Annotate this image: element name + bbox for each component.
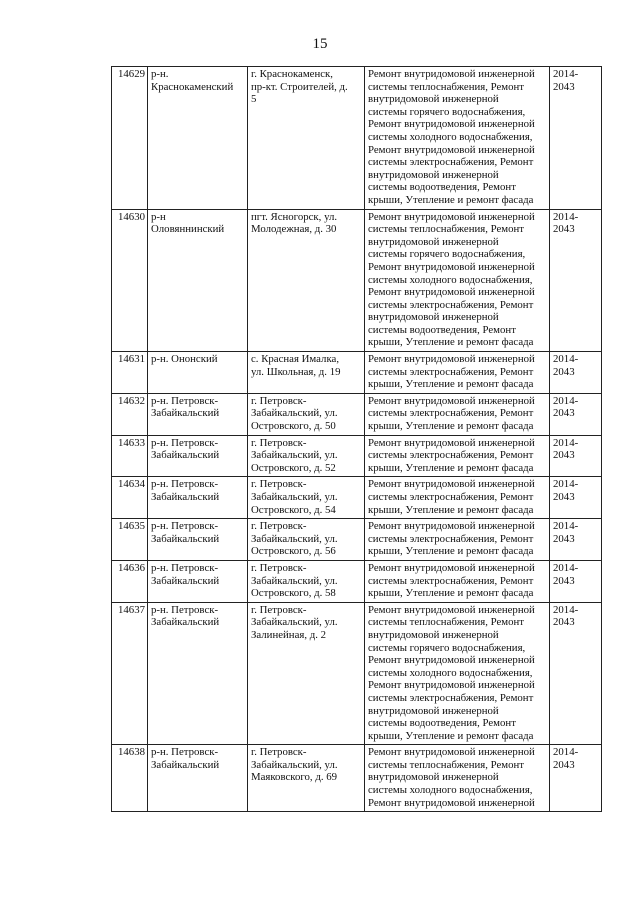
works-cell-line: Ремонт внутридомовой инженерной [368, 603, 535, 616]
district-cell [148, 352, 248, 394]
address-cell-line: Островского, д. 52 [251, 461, 336, 474]
district-cell-line: р-н [151, 210, 166, 223]
period-cell [550, 560, 602, 602]
period-cell-line: 2043 [553, 365, 575, 378]
address-cell [248, 209, 365, 352]
address-cell-line: г. Петровск- [251, 603, 307, 616]
works-cell-line: системы электроснабжения, Ремонт [368, 449, 534, 462]
works-cell [365, 352, 550, 394]
table-row [112, 745, 602, 812]
district-cell-line: Забайкальский [151, 574, 220, 587]
works-cell-line: системы горячего водоснабжения, [368, 105, 526, 118]
district-cell-line: р-н. [151, 68, 169, 80]
table-row [112, 519, 602, 561]
period-cell-line: 2014- [553, 520, 579, 533]
works-cell-line: внутридомовой инженерной [368, 93, 499, 106]
works-cell-line: системы теплоснабжения, Ремонт [368, 223, 525, 236]
period-cell [550, 67, 602, 210]
address-cell-line: г. Краснокаменск, [251, 68, 333, 80]
district-cell [148, 560, 248, 602]
district-cell-line: р-н. Петровск- [151, 436, 219, 449]
address-cell-line: с. Красная Ималка, [251, 353, 340, 366]
works-cell-line: системы теплоснабжения, Ремонт [368, 758, 525, 771]
address-cell-line: Островского, д. 58 [251, 587, 336, 600]
record-number: 14633 [112, 435, 148, 477]
address-cell-line: пр-кт. Строителей, д. [251, 80, 348, 93]
address-cell [248, 393, 365, 435]
address-cell-line: г. Петровск- [251, 436, 307, 449]
period-cell-line: 2014- [553, 210, 579, 223]
district-cell [148, 393, 248, 435]
district-cell-line: Оловяннинский [151, 223, 225, 236]
works-cell-line: Ремонт внутридомовой инженерной [368, 353, 535, 366]
table-row [112, 209, 602, 352]
works-cell-line: внутридомовой инженерной [368, 235, 499, 248]
period-cell [550, 745, 602, 812]
works-cell-line: Ремонт внутридомовой инженерной [368, 394, 535, 407]
address-cell-line: г. Петровск- [251, 478, 307, 491]
record-number: 14638 [112, 745, 148, 812]
address-cell-line: ул. Школьная, д. 19 [251, 365, 341, 378]
works-cell [365, 435, 550, 477]
works-cell-line: Ремонт внутридомовой инженерной [368, 210, 535, 223]
address-cell-line: Залинейная, д. 2 [251, 628, 327, 641]
period-cell-line: 2014- [553, 746, 579, 759]
period-cell-line: 2043 [553, 449, 575, 462]
address-cell [248, 602, 365, 745]
period-cell [550, 602, 602, 745]
district-cell [148, 477, 248, 519]
district-cell-line: Забайкальский [151, 532, 220, 545]
period-cell-line: 2014- [553, 68, 579, 80]
address-cell-line: Забайкальский, ул. [251, 758, 338, 771]
works-cell-line: системы водоотведения, Ремонт [368, 181, 516, 194]
table-row [112, 393, 602, 435]
period-cell-line: 2014- [553, 603, 579, 616]
address-cell-line: г. Петровск- [251, 561, 307, 574]
works-cell [365, 602, 550, 745]
address-cell-line: Забайкальский, ул. [251, 449, 338, 462]
works-cell-line: системы холодного водоснабжения, [368, 273, 533, 286]
works-cell-line: Ремонт внутридомовой инженерной [368, 561, 535, 574]
address-cell [248, 67, 365, 210]
district-cell-line: р-н. Петровск- [151, 561, 219, 574]
works-cell-line: крыши, Утепление и ремонт фасада [368, 420, 534, 433]
district-cell-line: Забайкальский [151, 449, 220, 462]
district-cell-line: Забайкальский [151, 491, 220, 503]
address-cell-line: Островского, д. 56 [251, 545, 336, 558]
period-cell-line: 2043 [553, 407, 575, 420]
works-cell-line: крыши, Утепление и ремонт фасада [368, 461, 534, 474]
works-cell-line: системы водоотведения, Ремонт [368, 717, 516, 730]
works-cell-line: Ремонт внутридомовой инженерной [368, 679, 535, 692]
period-cell [550, 519, 602, 561]
table-row [112, 352, 602, 394]
period-cell-line: 2014- [553, 436, 579, 449]
works-cell-line: Ремонт внутридомовой инженерной [368, 143, 535, 156]
works-cell-line: крыши, Утепление и ремонт фасада [368, 378, 534, 391]
works-cell-line: Ремонт внутридомовой инженерной [368, 654, 535, 667]
works-cell-line: крыши, Утепление и ремонт фасада [368, 336, 534, 349]
period-cell-line: 2043 [553, 532, 575, 545]
address-cell-line: Забайкальский, ул. [251, 491, 338, 503]
address-cell [248, 477, 365, 519]
works-cell [365, 560, 550, 602]
period-cell-line: 2043 [553, 758, 575, 771]
period-cell-line: 2043 [553, 223, 575, 236]
works-cell-line: системы теплоснабжения, Ремонт [368, 616, 525, 629]
works-cell-line: системы холодного водоснабжения, [368, 130, 533, 143]
works-cell-line: внутридомовой инженерной [368, 771, 499, 784]
district-cell [148, 519, 248, 561]
works-cell-line: Ремонт внутридомовой инженерной [368, 796, 535, 809]
record-number: 14635 [112, 519, 148, 561]
address-cell-line: Островского, д. 50 [251, 420, 336, 433]
works-cell-line: крыши, Утепление и ремонт фасада [368, 729, 534, 742]
works-cell-line: внутридомовой инженерной [368, 704, 499, 717]
page-number: 15 [312, 36, 328, 52]
period-cell-line: 2014- [553, 561, 579, 574]
address-cell-line: Забайкальский, ул. [251, 532, 338, 545]
works-cell-line: Ремонт внутридомовой инженерной [368, 520, 535, 533]
record-number: 14629 [112, 67, 148, 210]
table-row [112, 560, 602, 602]
works-cell-line: системы холодного водоснабжения, [368, 784, 533, 797]
period-cell-line: 2043 [553, 574, 575, 587]
district-cell-line: Забайкальский [151, 407, 220, 420]
district-cell-line: Забайкальский [151, 758, 220, 771]
works-cell-line: Ремонт внутридомовой инженерной [368, 746, 535, 759]
record-number: 14630 [112, 209, 148, 352]
district-cell [148, 602, 248, 745]
address-cell [248, 745, 365, 812]
period-cell-line: 2043 [553, 80, 575, 93]
works-cell-line: системы электроснабжения, Ремонт [368, 574, 534, 587]
works-cell-line: крыши, Утепление и ремонт фасада [368, 503, 534, 516]
works-cell-line: системы горячего водоснабжения, [368, 248, 526, 261]
record-number: 14632 [112, 393, 148, 435]
works-cell-line: системы горячего водоснабжения, [368, 641, 526, 654]
works-cell [365, 209, 550, 352]
address-cell-line: 5 [251, 93, 257, 106]
works-cell-line: системы электроснабжения, Ремонт [368, 407, 534, 420]
record-number: 14637 [112, 602, 148, 745]
district-cell-line: Краснокаменский [151, 80, 234, 93]
district-cell-line: р-н. Ононский [151, 353, 218, 366]
table-row [112, 67, 602, 210]
works-cell-line: Ремонт внутридомовой инженерной [368, 478, 535, 491]
period-cell [550, 477, 602, 519]
works-cell-line: системы электроснабжения, Ремонт [368, 532, 534, 545]
works-cell-line: системы водоотведения, Ремонт [368, 323, 516, 336]
works-cell-line: Ремонт внутридомовой инженерной [368, 68, 535, 80]
works-cell-line: Ремонт внутридомовой инженерной [368, 286, 535, 299]
district-cell [148, 209, 248, 352]
address-cell-line: пгт. Ясногорск, ул. [251, 210, 338, 223]
address-cell [248, 519, 365, 561]
period-cell-line: 2043 [553, 491, 575, 503]
works-cell-line: системы электроснабжения, Ремонт [368, 365, 534, 378]
works-cell [365, 67, 550, 210]
district-cell-line: р-н. Петровск- [151, 520, 219, 533]
works-cell [365, 745, 550, 812]
works-cell-line: Ремонт внутридомовой инженерной [368, 118, 535, 131]
period-cell-line: 2014- [553, 478, 579, 491]
works-cell-line: системы электроснабжения, Ремонт [368, 491, 534, 503]
table-row [112, 435, 602, 477]
works-cell-line: системы теплоснабжения, Ремонт [368, 80, 525, 93]
period-cell [550, 352, 602, 394]
district-cell-line: р-н. Петровск- [151, 478, 219, 491]
record-number: 14636 [112, 560, 148, 602]
works-cell-line: Ремонт внутридомовой инженерной [368, 436, 535, 449]
works-cell-line: внутридомовой инженерной [368, 628, 499, 641]
works-cell-line: системы холодного водоснабжения, [368, 666, 533, 679]
table-row [112, 477, 602, 519]
period-cell-line: 2014- [553, 353, 579, 366]
period-cell [550, 393, 602, 435]
address-cell-line: Забайкальский, ул. [251, 616, 338, 629]
period-cell-line: 2043 [553, 616, 575, 629]
registry-table-body [112, 67, 602, 812]
record-number: 14631 [112, 352, 148, 394]
address-cell-line: Забайкальский, ул. [251, 407, 338, 420]
address-cell-line: Островского, д. 54 [251, 503, 336, 516]
address-cell-line: Забайкальский, ул. [251, 574, 338, 587]
works-cell-line: внутридомовой инженерной [368, 168, 499, 181]
district-cell [148, 745, 248, 812]
works-cell [365, 393, 550, 435]
works-cell-line: крыши, Утепление и ремонт фасада [368, 587, 534, 600]
record-number: 14634 [112, 477, 148, 519]
works-cell [365, 519, 550, 561]
works-cell-line: Ремонт внутридомовой инженерной [368, 260, 535, 273]
works-cell [365, 477, 550, 519]
works-cell-line: системы электроснабжения, Ремонт [368, 691, 534, 704]
works-cell-line: внутридомовой инженерной [368, 311, 499, 324]
district-cell [148, 67, 248, 210]
period-cell [550, 209, 602, 352]
address-cell-line: г. Петровск- [251, 746, 307, 759]
address-cell [248, 435, 365, 477]
district-cell [148, 435, 248, 477]
address-cell [248, 352, 365, 394]
works-cell-line: системы электроснабжения, Ремонт [368, 156, 534, 169]
works-cell-line: крыши, Утепление и ремонт фасада [368, 545, 534, 558]
table-row [112, 602, 602, 745]
district-cell-line: Забайкальский [151, 616, 220, 629]
registry-table [111, 66, 602, 812]
district-cell-line: р-н. Петровск- [151, 746, 219, 759]
address-cell-line: г. Петровск- [251, 394, 307, 407]
period-cell [550, 435, 602, 477]
works-cell-line: системы электроснабжения, Ремонт [368, 298, 534, 311]
works-cell-line: крыши, Утепление и ремонт фасада [368, 193, 534, 206]
address-cell-line: г. Петровск- [251, 520, 307, 533]
address-cell-line: Молодежная, д. 30 [251, 223, 337, 236]
district-cell-line: р-н. Петровск- [151, 394, 219, 407]
address-cell [248, 560, 365, 602]
period-cell-line: 2014- [553, 394, 579, 407]
address-cell-line: Маяковского, д. 69 [251, 771, 338, 784]
district-cell-line: р-н. Петровск- [151, 603, 219, 616]
